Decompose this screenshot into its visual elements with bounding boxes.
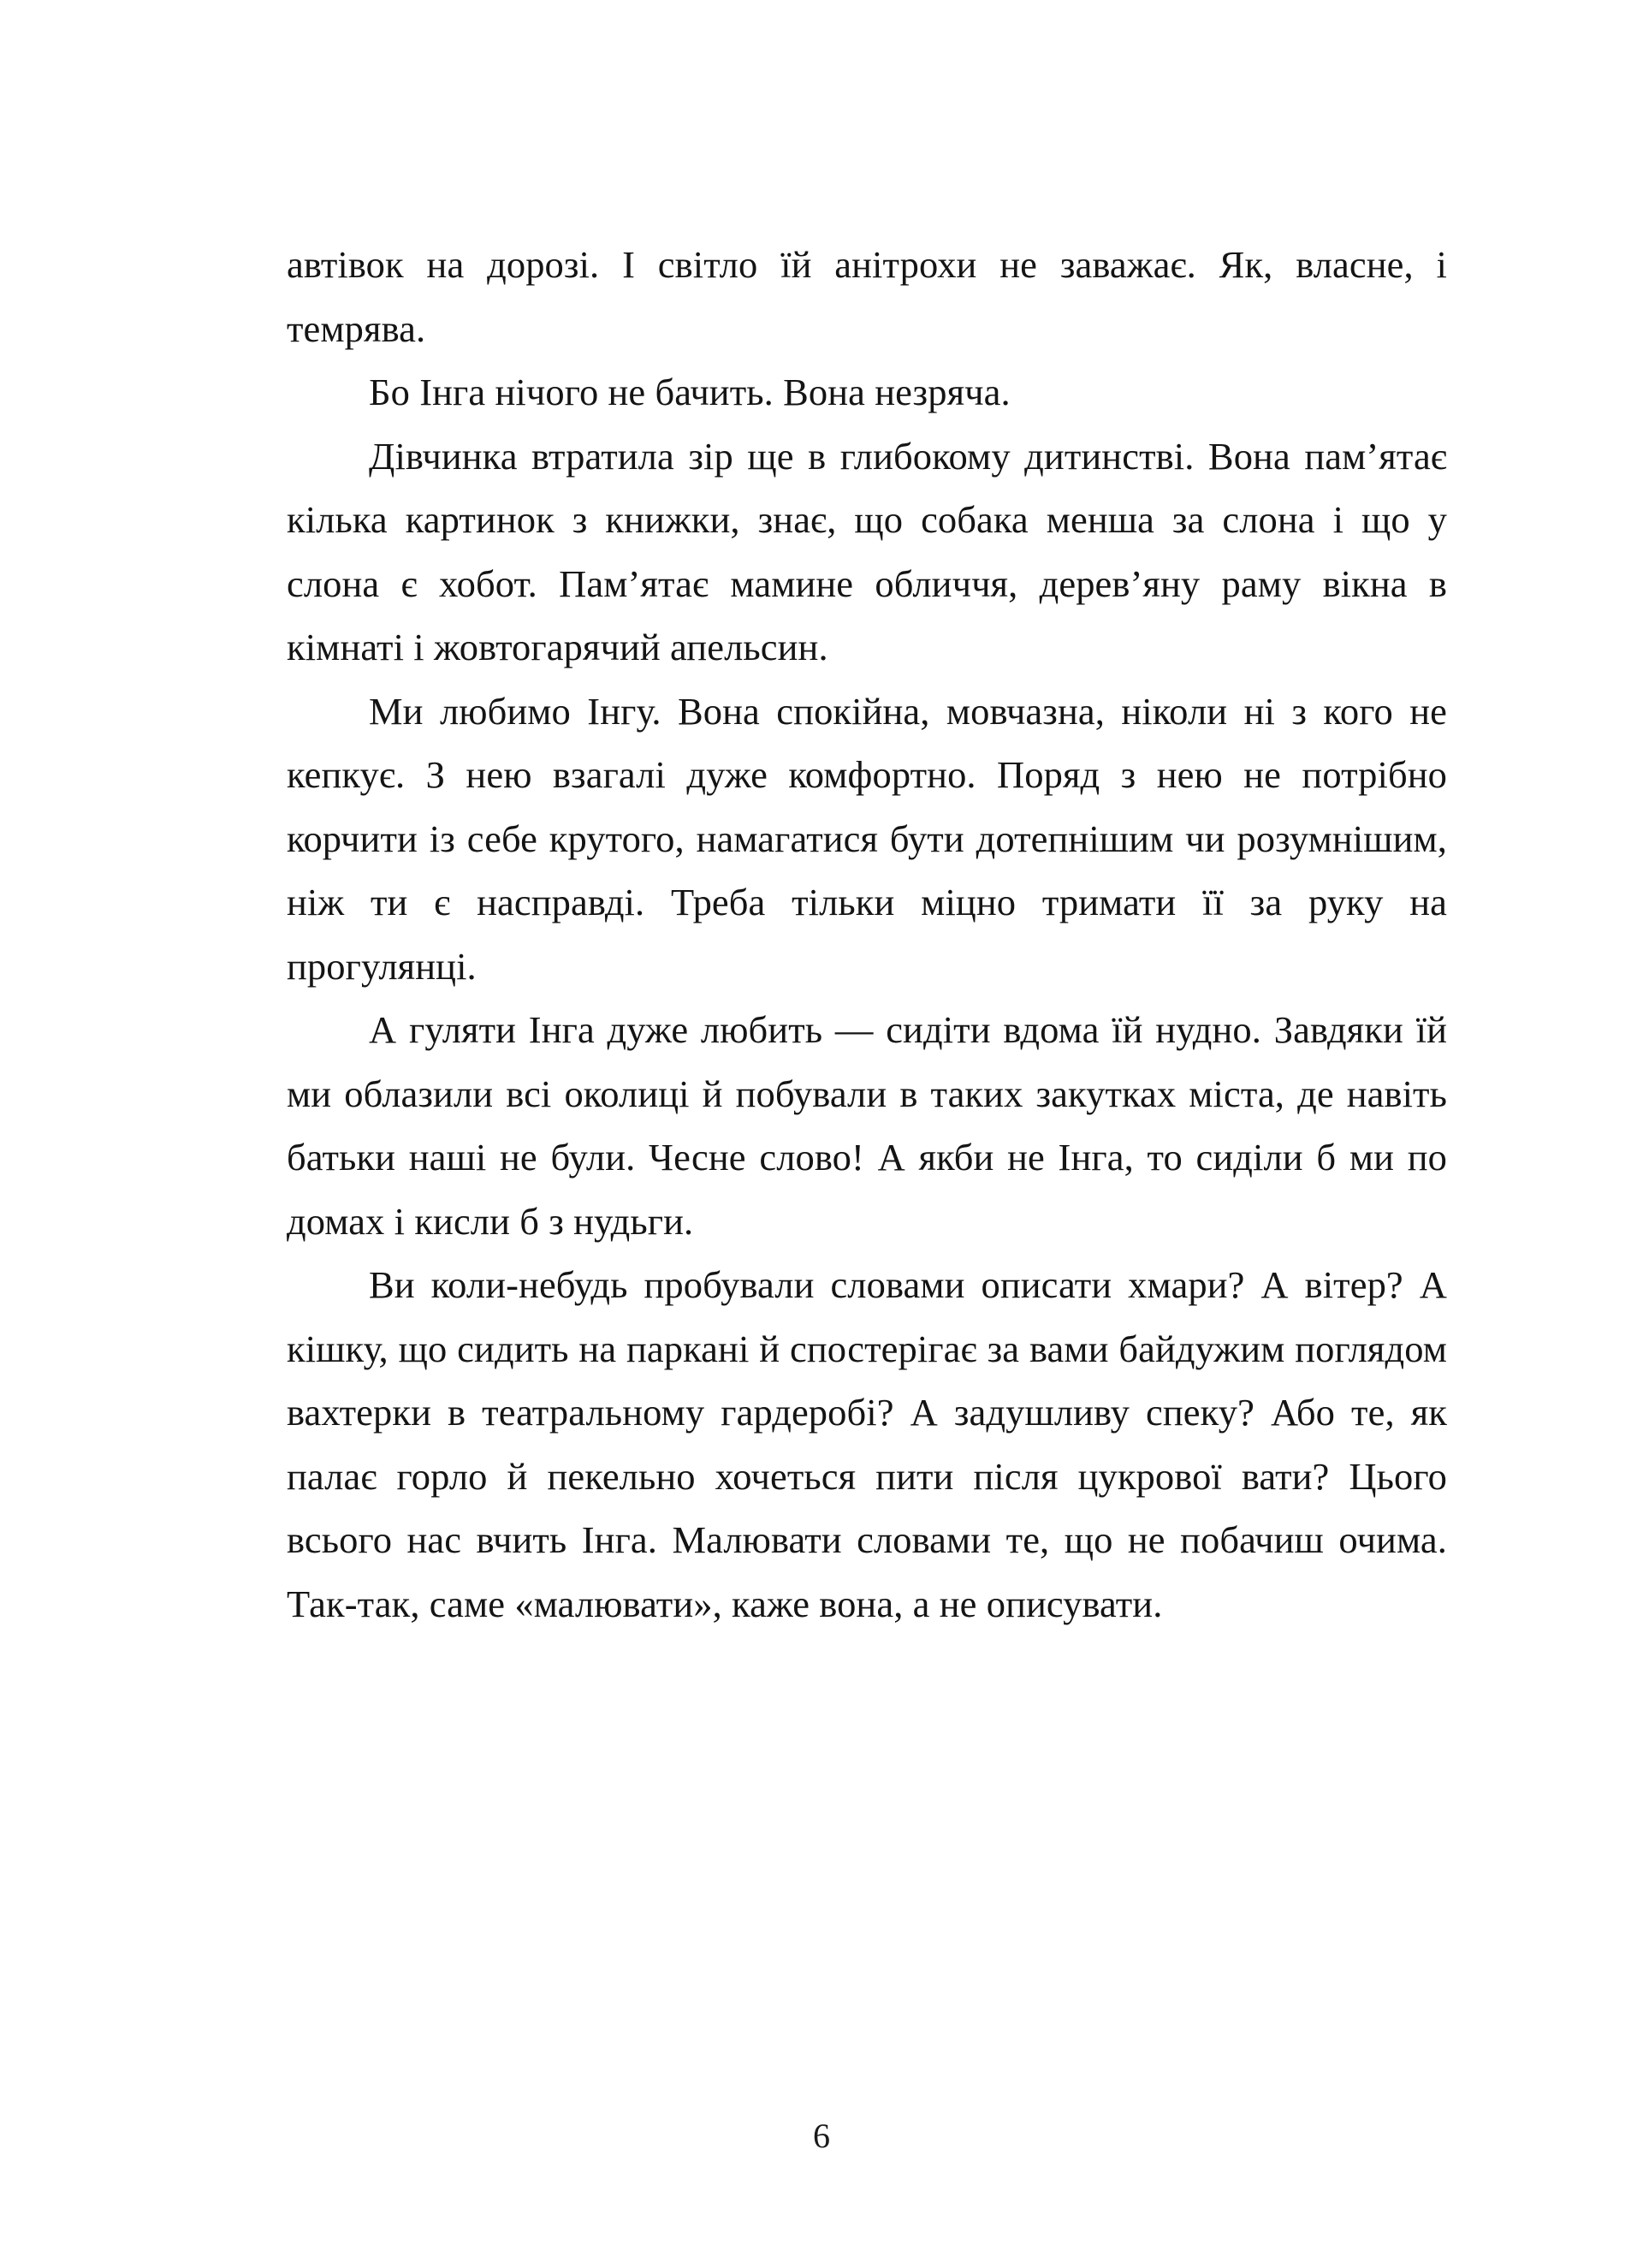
paragraph-6: Ви коли-небудь пробували словами описати хмари? А вітер? А кішку, що сидить на паркані й спостерігає за вами байдужим поглядом вахтерки в театральному гардеробі? А задушливу спеку? Або те, як палає горло й пекельно хочеться пити після цукрової вати? Цього всього нас вчить Інга. Малювати словами те, що не побачиш очима. Так-так, саме «малювати», каже вона, а не описувати.: [287, 1263, 1447, 1625]
paragraph-3: Дівчинка втратила зір ще в глибокому дитинстві. Вона пам’ятає кілька картинок з книжки, знає, що собака менша за слона і що у слона є хобот. Пам’ятає мамине обличчя, дерев’яну раму вікна в кімнаті і жовтогарячий апельсин.: [287, 434, 1447, 668]
paragraph-1: автівок на дорозі. І світло їй анітрохи не заважає. Як, власне, і темрява.: [287, 243, 1447, 350]
paragraph-2: Бо Інга нічого не бачить. Вона незряча.: [369, 371, 1011, 413]
page-number-folio: 6: [813, 2117, 830, 2155]
page-text-block: [287, 233, 1447, 1636]
paragraph-5: А гуляти Інга дуже любить — сидіти вдома їй нудно. Завдяки їй ми облазили всі околиці й побували в таких закутках міста, де навіть батьки наші не були. Чесне слово! А якби не Інга, то сиділи б ми по домах і кисли б з нудьги.: [287, 1008, 1447, 1243]
paragraph-4: Ми любимо Інгу. Вона спокійна, мовчазна, ніколи ні з кого не кепкує. З нею взагалі дуже комфортно. Поряд з нею не потрібно корчити із себе крутого, намагатися бути дотепнішим чи розумнішим, ніж ти є насправді. Треба тільки міцно тримати її за руку на прогулянці.: [287, 689, 1447, 988]
